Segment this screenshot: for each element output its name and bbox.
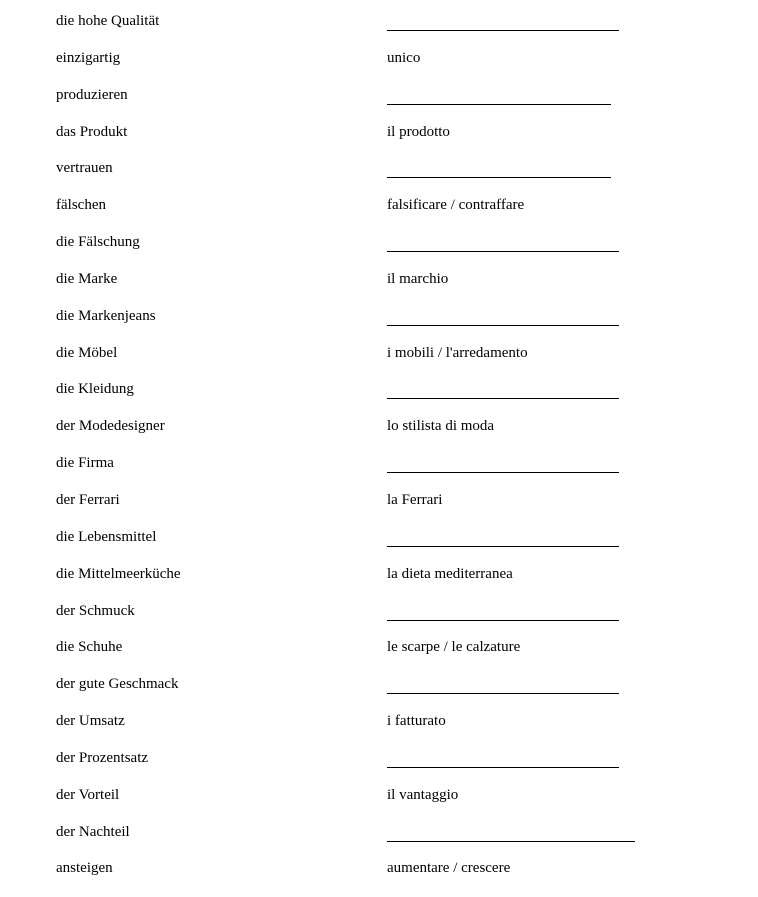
- italian-translation: il vantaggio: [387, 786, 459, 803]
- german-term: die Kleidung: [56, 381, 134, 398]
- german-term: produzieren: [56, 86, 128, 103]
- vocab-row: [0, 306, 758, 343]
- german-term: die Möbel: [56, 344, 118, 361]
- italian-translation: il prodotto: [387, 123, 450, 140]
- german-term: die Lebensmittel: [56, 528, 157, 545]
- vocab-row: [0, 601, 758, 638]
- german-term: der Nachteil: [56, 823, 130, 840]
- italian-translation: la dieta mediterranea: [387, 565, 513, 582]
- answer-blank-line[interactable]: [387, 11, 619, 31]
- german-term: die Firma: [56, 455, 114, 472]
- vocab-row: [0, 711, 758, 748]
- german-term: der Umsatz: [56, 713, 125, 730]
- vocab-row: [0, 48, 758, 85]
- answer-blank-line[interactable]: [387, 85, 611, 105]
- vocab-row: [0, 564, 758, 601]
- italian-translation: i mobili / l'arredamento: [387, 344, 528, 361]
- answer-blank-line[interactable]: [387, 379, 619, 399]
- vocab-row: [0, 343, 758, 380]
- answer-blank-line[interactable]: [387, 822, 635, 842]
- italian-translation: falsificare / contraffare: [387, 197, 525, 214]
- vocab-row: [0, 490, 758, 527]
- answer-blank-line[interactable]: [387, 453, 619, 473]
- german-term: die hohe Qualität: [56, 13, 160, 29]
- german-term: die Mittelmeerküche: [56, 565, 181, 582]
- vocab-row: [0, 858, 758, 895]
- german-term: ansteigen: [56, 860, 113, 877]
- vocab-row: [0, 822, 758, 859]
- answer-blank-line[interactable]: [387, 674, 619, 694]
- german-term: fälschen: [56, 197, 106, 214]
- vocab-row: [0, 416, 758, 453]
- vocab-row: [0, 379, 758, 416]
- vocab-row: [0, 11, 758, 48]
- german-term: der gute Geschmack: [56, 676, 179, 693]
- vocab-row: [0, 637, 758, 674]
- italian-translation: il marchio: [387, 270, 449, 287]
- vocab-row: [0, 195, 758, 232]
- vocab-row: [0, 453, 758, 490]
- german-term: die Markenjeans: [56, 307, 156, 324]
- german-term: die Marke: [56, 270, 118, 287]
- italian-translation: i fatturato: [387, 713, 446, 730]
- german-term: der Vorteil: [56, 786, 120, 803]
- german-term: einzigartig: [56, 49, 121, 66]
- german-term: der Ferrari: [56, 491, 120, 508]
- vocab-row: [0, 748, 758, 785]
- german-term: der Schmuck: [56, 602, 135, 619]
- italian-translation: la Ferrari: [387, 491, 443, 508]
- vocab-row: [0, 122, 758, 159]
- answer-blank-line[interactable]: [387, 158, 611, 178]
- answer-blank-line[interactable]: [387, 748, 619, 768]
- answer-blank-line[interactable]: [387, 527, 619, 547]
- german-term: die Schuhe: [56, 639, 123, 656]
- vocab-row: [0, 85, 758, 122]
- vocab-row: [0, 158, 758, 195]
- italian-translation: aumentare / crescere: [387, 860, 511, 877]
- answer-blank-line[interactable]: [387, 306, 619, 326]
- vocab-row: [0, 527, 758, 564]
- vocab-row: [0, 674, 758, 711]
- vocab-row: [0, 785, 758, 822]
- vocab-row: [0, 269, 758, 306]
- italian-translation: le scarpe / le calzature: [387, 639, 521, 656]
- vocabulary-list: [0, 11, 758, 895]
- german-term: der Modedesigner: [56, 418, 165, 435]
- german-term: vertrauen: [56, 160, 113, 177]
- answer-blank-line[interactable]: [387, 601, 619, 621]
- vocab-row: [0, 232, 758, 269]
- answer-blank-line[interactable]: [387, 232, 619, 252]
- german-term: die Fälschung: [56, 234, 140, 251]
- german-term: der Prozentsatz: [56, 749, 149, 766]
- italian-translation: lo stilista di moda: [387, 418, 495, 435]
- german-term: das Produkt: [56, 123, 128, 140]
- italian-translation: unico: [387, 49, 421, 66]
